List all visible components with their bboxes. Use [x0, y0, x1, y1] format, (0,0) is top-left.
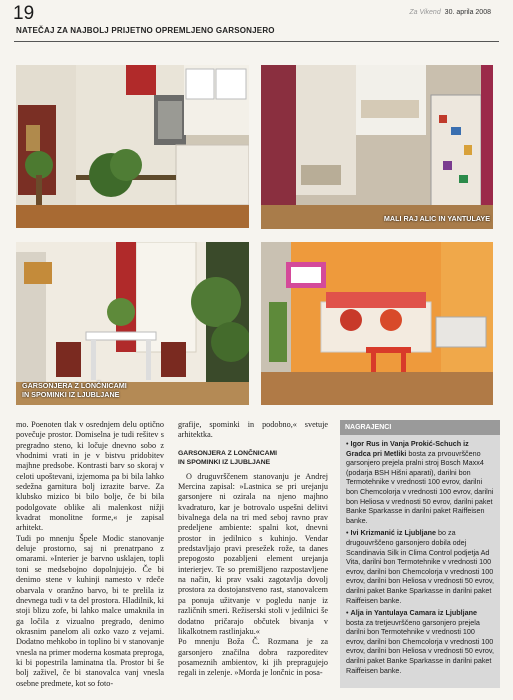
header-rule [14, 41, 499, 42]
winner-name: Igor Rus in Vanja Prokić-Schuch iz Gradca pri Metliki [346, 439, 469, 458]
caption-line-1: GARSONJERA Z LONČNICAMI [22, 381, 127, 390]
photo-caption-loncnicami [22, 381, 127, 399]
winner-prize: bosta za tretjeuvrščeno garsonjero prejela darilni bon Termotehnike v vrednosti 100 evrov, darilni bon Chemcolorja v vrednosti 100 evrov, darilni bon Heliosa v vrednosti 50 evrov, darilni paket Banke Sparkasse in darilni paket Raiffeisen banke. [346, 617, 494, 675]
section-title [178, 449, 328, 467]
issue-info [409, 9, 491, 16]
sidebar-title: NAGRAJENCI [340, 420, 500, 435]
magazine-name: Za Vikend [409, 9, 441, 16]
article-column-1 [16, 420, 164, 689]
winner-item: • Igor Rus in Vanja Prokić-Schuch iz Gradca pri Metliki bosta za prvouvrščeno garsonjero prejela pralni stroj Bosch Maxx4 (podarja BSH Hišni aparati), darilni bon Termotehnike v vrednosti 100 evrov, darilni bon Chemcolorja v vrednosti 100 evrov, darilni bon Heliosa v vrednosti 50 evrov, darilni paket Banke Sparkasse in darilni paket Raiffeisen banke. [346, 439, 494, 525]
kitchen-illustration [16, 65, 249, 228]
orange-room-illustration [261, 242, 493, 405]
winner-item: • Ivi Krizmanić iz Ljubljane bo za drugouvrščeno garsonjero dobila odej Scandinavia Silk in Clima Control podjetja Ad Vita, darilni bon Termotehnike v vrednosti 100 evrov, darilni bon Chemcolorja v vrednosti 100 evrov, darilni bon Heliosa v vrednosti 50 evrov, darilni paket Banke Sparkasse in darilni paket Raiffeisen banke. [346, 528, 494, 605]
photo-kitchen [16, 65, 249, 228]
photo-orange [261, 242, 493, 405]
sidebar-body [340, 435, 500, 682]
apartment-illustration [261, 65, 493, 229]
page-headline: NATEČAJ ZA NAJBOLJ PRIJETNO OPREMLJENO GARSONJERO [16, 26, 275, 35]
caption-line-2: IN SPOMINKI IZ LJUBLJANE [22, 390, 120, 399]
issue-date: 30. aprila 2008 [444, 9, 491, 16]
article-column-2 [178, 420, 328, 679]
photo-loncnicami [16, 242, 249, 405]
winners-sidebar [340, 420, 500, 688]
paragraph: mo. Poenoten tlak v osrednjem delu optično povečuje prostor. Domiselna je tudi rešitev s pregradno steno, ki ločuje dnevno sobo z vhodnimi vrati in je v bistvu pridobitev majhne predsobe. Kontrasti barv so skoraj v celoti upoštevani, izjemoma pa bi bila lahko sedežna garnitura bolj izrazite barve. Za klubsko mizico bi bilo bolje, če bi bila podolgovate oblike ali malenkost nižji kvadrat monolitne forme,« je zapisal arhitekt. [16, 420, 164, 533]
paragraph: Po mnenju Boža Č. Rozmana je za garsonjero značilna dobra razporeditev posameznih ambientov, ki jih prepragujejo regali in zelenje. »Morda je lončnic in posa- [178, 637, 328, 678]
winner-name: Ivi Krizmanić iz Ljubljane [350, 528, 436, 538]
section-title-line-1: GARSONJERA Z LONČNICAMI [178, 449, 278, 457]
photo-caption-alic: MALI RAJ ALIC IN YANTULAYE [383, 214, 490, 223]
winner-item: • Alja in Yantulaya Camara iz Ljubljane bosta za tretjeuvrščeno garsonjero prejela darilni bon Termotehnike v vrednosti 100 evrov, darilni bon Chemcolorja v vrednosti 100 evrov, darilni bon Heliosa v vrednosti 50 evrov, darilni paket Banke Sparkasse in darilni paket Raiffeisen banke. [346, 608, 494, 675]
paragraph: Tudi po mnenju Špele Modic stanovanje deluje prostorno, saj ni prenatrpano z omarami. »Interier je barvno usklajen, topli toni se medsebojno dopolnjujejo. Če bi denimo stene v kuhinji namesto v rdeče obarvala v oranžno barvo, bi te prelila iz dnevnega tudi v ta del prostora. Hladilnik, ki stoji blizu zofe, bi lahko malce umaknila in ga ločila z vizualno pregrado, denimo okrasnim panelom ali ozko vazo z vejami. Dodatno mehkobo in toplino bi v stanovanje vnesla na primer moderna kosmata preproga, ki bi popestrila laminatna tla. Prostor bi še bolj zaživel, če bi stanovalca vanj vnesla osebne predmete, kot so foto- [16, 533, 164, 688]
winner-prize: bosta za prvouvrščeno garsonjero prejela pralni stroj Bosch Maxx4 (podarja BSH Hišni aparati), darilni bon Termotehnike v vrednosti 100 evrov, darilni bon Chemcolorja v vrednosti 100 evrov, darilni bon Heliosa v vrednosti 50 evrov, darilni paket Banke Sparkasse in darilni paket Raiffeisen banke. [346, 448, 494, 525]
winner-name: Alja in Yantulaya Camara iz Ljubljane [350, 608, 478, 618]
section-title-line-2: IN SPOMINKI IZ LJUBLJANE [178, 458, 271, 466]
photo-alic [261, 65, 493, 229]
winner-prize: bo za drugouvrščeno garsonjero dobila odej Scandinavia Silk in Clima Control podjetja Ad Vita, darilni bon Termotehnike v vrednosti 100 evrov, darilni bon Chemcolorja v vrednosti 100 evrov, darilni bon Heliosa v vrednosti 50 evrov, darilni paket Banke Sparkasse in darilni paket Raiffeisen banke. [346, 528, 494, 605]
paragraph: grafije, spominki in podobno,« svetuje arhitektka. [178, 420, 328, 440]
paragraph: O druguvrščenem stanovanju je Andrej Mercina zapisal: »Lastnica se pri urejanju garsonjere ni ozirala na njeno majhno kvadraturo, kar je botrovalo uspešni delitvi bivalnega dela na tri med seboj ravno prav predeljene ambiente: spalni kot, dnevni prostor in jedilnico s kuhinjo. Vendar predstavljajo pravi presežek rože, ta danes prepogosto pozabljeni element urejanja interierjev. Te so premišljeno razpostavljene na način, ki prav vsaki zagotavlja dovolj prostora za dostojanstveno rast, stanovalcem pa ponuja užitvanje v pogledu nanje iz različnih smeri. Režiserski stoli v jedilnici še dodatno pričarajo občutek bivanja v likalkotnem rastlinjaku.« [178, 471, 328, 636]
page-number: 19 [13, 3, 35, 24]
